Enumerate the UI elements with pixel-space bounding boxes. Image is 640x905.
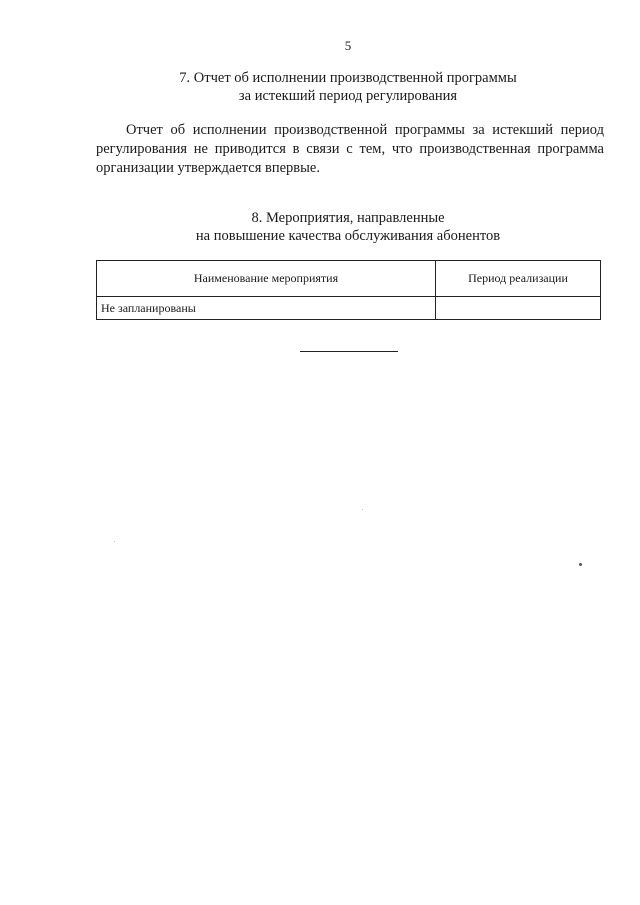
section-7-heading <box>96 69 600 105</box>
scan-speck <box>114 541 115 542</box>
header-measure-name: Наименование мероприятия <box>97 261 436 297</box>
section-8-heading <box>96 209 600 245</box>
scan-speck <box>579 563 582 566</box>
section-7-title-line-1: 7. Отчет об исполнении производственной программы <box>179 70 517 86</box>
table-row <box>97 297 601 320</box>
table-header-row <box>97 261 601 297</box>
section-7-body: Отчет об исполнении производственной программы за истекший период регулирования не приводится в связи с тем, что производственная программа организации утверждается впервые. <box>96 122 604 176</box>
section-7-title-line-2: за истекший период регулирования <box>238 88 458 104</box>
section-8-title-line-2: на повышение качества обслуживания абонентов <box>195 228 501 244</box>
page-number: 5 <box>344 38 352 53</box>
measures-table <box>96 260 601 320</box>
header-implementation-period: Период реализации <box>436 261 601 297</box>
end-separator-line <box>300 351 398 352</box>
scan-speck <box>362 509 363 510</box>
cell-implementation-period <box>436 297 601 320</box>
cell-measure-name: Не запланированы <box>97 297 436 320</box>
section-8-title-line-1: 8. Мероприятия, направленные <box>251 210 445 226</box>
